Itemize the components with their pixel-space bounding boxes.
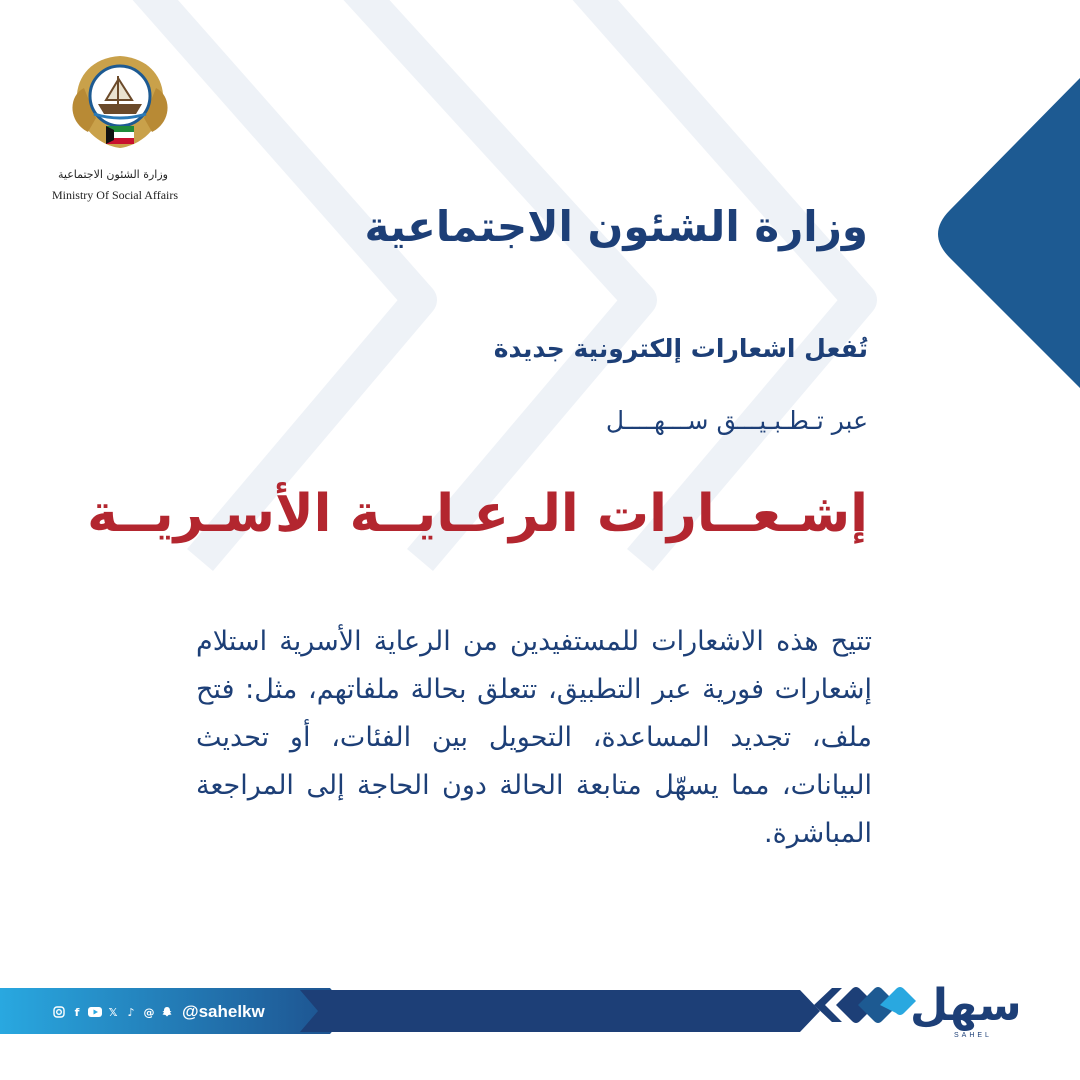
facebook-icon[interactable]: f [74, 1005, 80, 1019]
logo-english-name: Ministry Of Social Affairs [51, 188, 179, 202]
threads-icon[interactable]: @ [143, 1005, 155, 1019]
sahel-brand-name: سهل [910, 980, 1022, 1031]
sahel-brand-sub: SAHEL [954, 1032, 992, 1039]
headline: إشـعــارات الرعـايــة الأسـريــة [87, 484, 868, 544]
subtitle-announcement: تُفعل اشعارات إلكترونية جديدة [493, 334, 868, 363]
social-links [52, 998, 265, 1026]
snapchat-icon[interactable] [160, 1005, 174, 1019]
instagram-icon[interactable] [52, 1005, 66, 1019]
subtitle-via-app: عبر تـطـبـيـــق ســـهــــل [605, 406, 868, 435]
page-title: وزارة الشئون الاجتماعية [364, 202, 868, 251]
social-handle[interactable]: @sahelkw [182, 1002, 265, 1021]
kuwait-emblem-icon [60, 48, 180, 160]
ministry-logo [52, 48, 202, 160]
body-paragraph: تتيح هذه الاشعارات للمستفيدين من الرعاية الأسرية استلام إشعارات فورية عبر التطبيق، تتعلق بحالة ملفاتهم، مثل: فتح ملف، تجديد المساعدة، التحويل بين الفئات، أو تحديث البيانات، مما يسهّل متابعة الحالة دون الحاجة إلى المراجعة المباشرة. [196, 626, 872, 849]
x-icon[interactable]: 𝕏 [108, 1005, 118, 1019]
tiktok-icon[interactable]: ♪ [127, 1005, 135, 1019]
logo-arabic-name: وزارة الشئون الاجتماعية [58, 168, 168, 181]
youtube-icon[interactable] [88, 1005, 102, 1019]
